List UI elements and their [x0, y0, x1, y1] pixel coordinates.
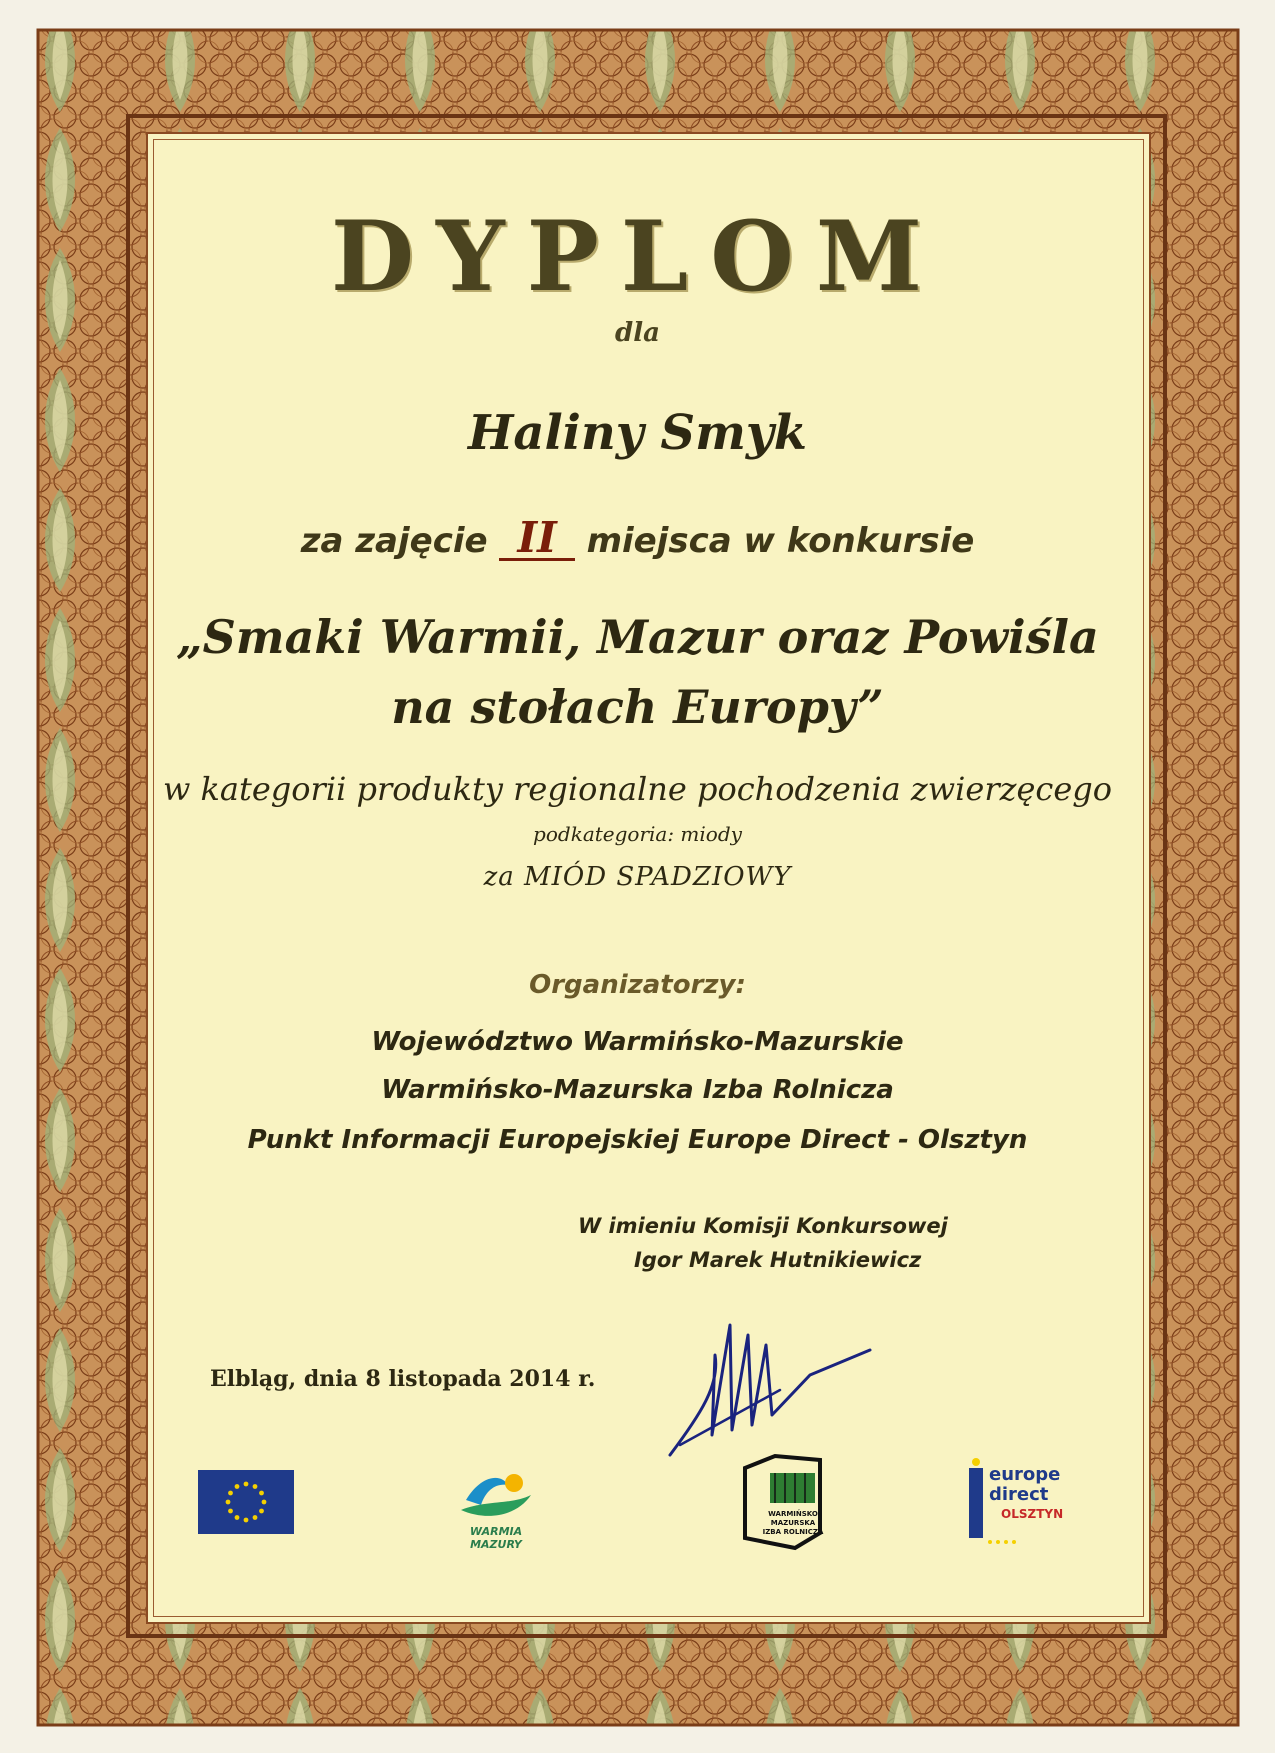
izba-logo-text-1: WARMIŃSKO — [768, 1510, 818, 1518]
direct-logo-text: direct — [989, 1484, 1049, 1505]
place-prefix: za zajęcie — [300, 521, 488, 561]
category-text: w kategorii produkty regionalne pochodzenia zwierzęcego — [162, 770, 1113, 808]
organizer-item: Województwo Warmińsko-Mazurskie — [371, 1027, 904, 1057]
place-line — [0, 513, 1275, 562]
eu-flag-logo — [198, 1470, 294, 1534]
organizer-item: Punkt Informacji Europejskiej Europe Direct - Olsztyn — [247, 1125, 1028, 1155]
organizers-heading: Organizatorzy: — [529, 970, 746, 1000]
contest-name-line2: na stołach Europy” — [391, 680, 884, 734]
date-text: Elbląg, dnia 8 listopada 2014 r. — [210, 1366, 596, 1392]
contest-name-line1: „Smaki Warmii, Mazur oraz Powiśla — [176, 610, 1099, 664]
warmia-mazury-logo — [446, 1455, 546, 1555]
europe-logo-text: europe — [989, 1464, 1061, 1485]
europe-direct-logo — [965, 1458, 1075, 1548]
place-number: II — [499, 518, 574, 561]
signatory-name: Igor Marek Hutnikiewicz — [634, 1248, 922, 1272]
olsztyn-logo-text: OLSZTYN — [1001, 1507, 1064, 1521]
izba-logo-text-3: IZBA ROLNICZA — [762, 1528, 824, 1536]
diploma-title: DYPLOM — [330, 200, 945, 313]
recipient-name: Haliny Smyk — [467, 405, 808, 461]
dla-text: dla — [615, 318, 660, 348]
warmia-logo-text: WARMIA — [469, 1525, 523, 1538]
mazury-logo-text: MAZURY — [470, 1538, 522, 1551]
subcategory-text: podkategoria: miody — [533, 822, 742, 846]
izba-rolnicza-logo — [735, 1448, 830, 1558]
place-suffix: miejsca w konkursie — [586, 521, 975, 561]
izba-logo-text-2: MAZURSKA — [770, 1519, 816, 1527]
handwritten-signature — [660, 1295, 880, 1470]
organizer-item: Warmińsko-Mazurska Izba Rolnicza — [381, 1075, 894, 1105]
product-text: za MIÓD SPADZIOWY — [483, 862, 792, 892]
commission-text: W imieniu Komisji Konkursowej — [578, 1214, 948, 1238]
